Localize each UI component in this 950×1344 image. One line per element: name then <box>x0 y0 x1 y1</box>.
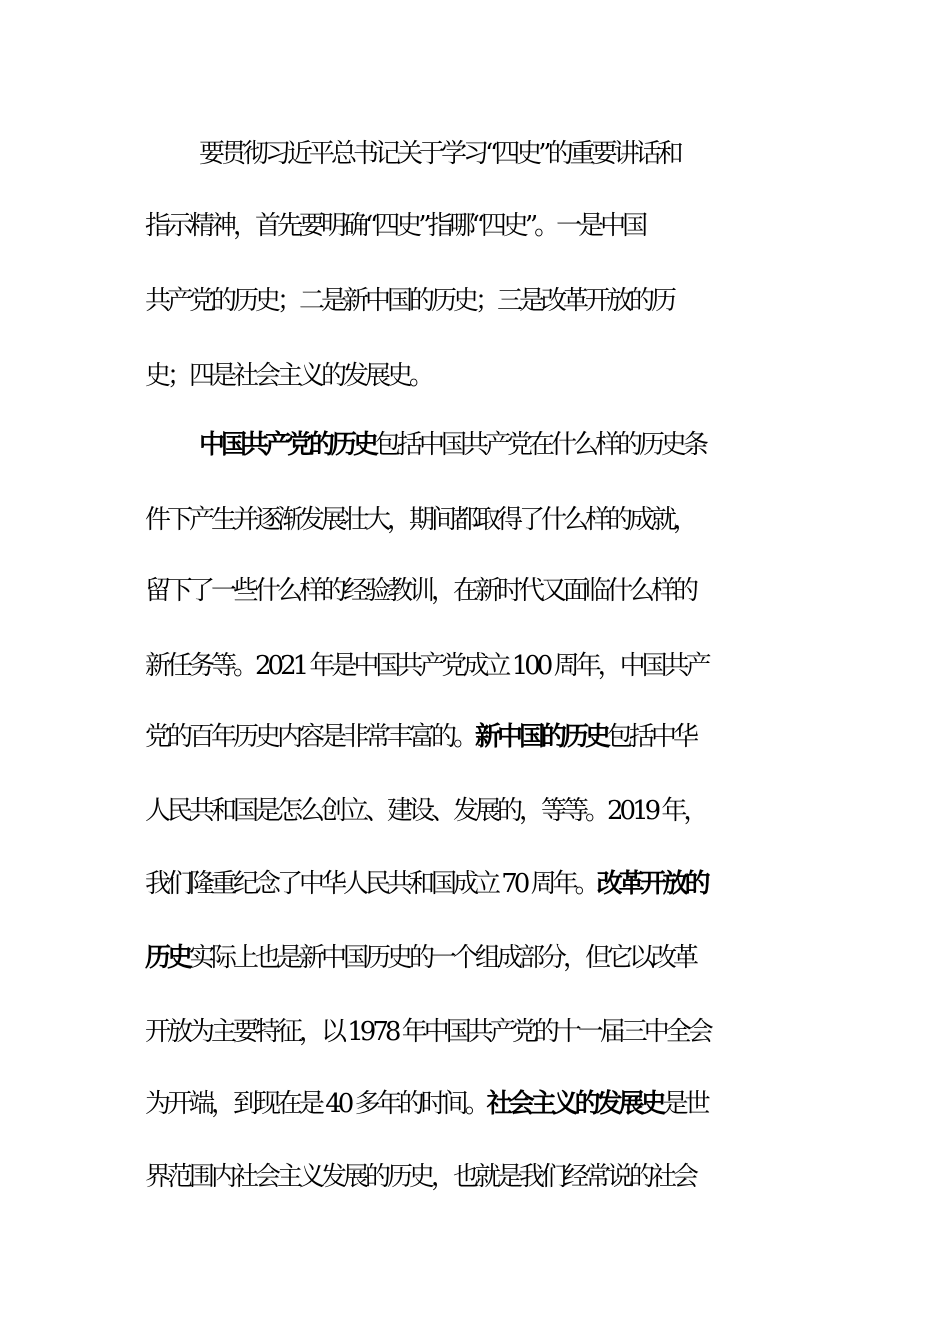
text-run: 人民共和国是怎么创立、建设、发展的，等等。2019 年， <box>145 796 706 826</box>
text-run: 包括中华 <box>607 722 696 752</box>
paragraph-2-line-4 <box>0 646 950 686</box>
text-run: 件下产生并逐渐发展壮大，期间都取得了什么样的成就， <box>145 505 696 535</box>
text-run: 为开端，到现在是 40 多年的时间。 <box>145 1089 487 1119</box>
text-run: 实际上也是新中国历史的一个组成部分，但它以改革 <box>189 943 696 973</box>
paragraph-1-line-1 <box>0 134 950 174</box>
paragraph-2-line-2 <box>0 500 950 540</box>
text-run: 共产党的历史；二是新中国的历史；三是改革开放的历 <box>145 286 674 316</box>
paragraph-1-line-2 <box>0 206 950 246</box>
paragraph-2-line-3 <box>0 571 950 611</box>
bold-term-socialism-history: 社会主义的发展史 <box>486 1089 663 1119</box>
paragraph-2-line-6 <box>0 791 950 831</box>
paragraph-2-line-5 <box>0 717 950 757</box>
text-run: 开放为主要特征，以 1978 年中国共产党的十一届三中全会 <box>145 1017 710 1047</box>
text-run: 史；四是社会主义的发展史。 <box>145 361 432 391</box>
bold-term-cpc-history: 中国共产党的历史 <box>199 430 376 460</box>
text-run: 要贯彻习近平总书记关于学习“四史”的重要讲话和 <box>199 139 680 169</box>
paragraph-2-line-9 <box>0 1012 950 1052</box>
bold-term-reform-opening-history-cont: 历史 <box>145 943 190 973</box>
text-run: 包括中国共产党在什么样的历史条 <box>375 430 706 460</box>
paragraph-2-line-10 <box>0 1084 950 1124</box>
text-run: 是世 <box>662 1089 707 1119</box>
paragraph-2-line-11 <box>0 1157 950 1197</box>
text-run: 新任务等。2021 年是中国共产党成立 100 周年，中国共产 <box>145 651 708 681</box>
text-run: 指示精神，首先要明确“四史”指哪“四史”。一是中国 <box>145 211 645 241</box>
paragraph-1-line-4 <box>0 356 950 396</box>
paragraph-2-line-7 <box>0 864 950 904</box>
text-run: 留下了一些什么样的经验教训，在新时代又面临什么样的 <box>145 576 696 606</box>
paragraph-2-line-8 <box>0 938 950 978</box>
bold-term-reform-opening-history: 改革开放的 <box>596 869 707 899</box>
bold-term-new-china-history: 新中国的历史 <box>475 722 608 752</box>
paragraph-1-line-3 <box>0 281 950 321</box>
paragraph-2-line-1 <box>0 425 950 465</box>
text-run: 我们隆重纪念了中华人民共和国成立 70 周年。 <box>145 869 597 899</box>
text-run: 界范围内社会主义发展的历史，也就是我们经常说的社会 <box>145 1162 696 1192</box>
text-run: 党的百年历史内容是非常丰富的。 <box>145 722 476 752</box>
